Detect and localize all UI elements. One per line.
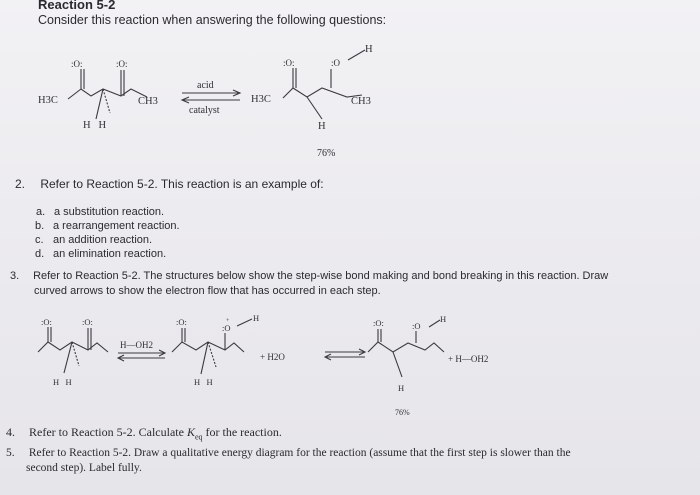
diketone-skeleton (68, 89, 147, 99)
mech-h-labels-2: H H (194, 377, 213, 387)
mech-enol-skeleton (368, 342, 444, 352)
product-h-label: H (318, 121, 326, 132)
question-2-text: Refer to Reaction 5-2. This reaction is an example of: (40, 177, 324, 191)
question-5-continued (26, 461, 142, 475)
option-d (35, 248, 166, 261)
mechanism-scheme (0, 300, 700, 425)
question-2-number: 2. (15, 177, 26, 191)
mech-product-h: H (398, 383, 405, 393)
mech-oxygen-2: :O: (82, 317, 93, 327)
mech-yield-label: 76% (395, 408, 410, 417)
alpha-h-labels: H H (83, 120, 107, 131)
keq-subscript: eq (194, 432, 203, 442)
arrow-label-catalyst: catalyst (189, 105, 220, 116)
mech-oxygen-1: :O: (41, 317, 52, 327)
mech-plus-water: + H2O (260, 352, 285, 362)
option-a-text: a substitution reaction. (54, 206, 165, 218)
mech-enol-oxygen-2: :O (412, 321, 421, 331)
option-b (35, 220, 180, 233)
question-5-line-1: Refer to Reaction 5-2. Draw a qualitative energy diagram for the reaction (assume that the first step is slower than the (28, 447, 571, 459)
option-c (35, 234, 152, 247)
question-5-number: 5. (6, 447, 15, 459)
option-c-letter: c. (35, 234, 44, 246)
option-a-letter: a. (36, 206, 46, 218)
option-b-letter: b. (35, 220, 45, 232)
methyl-label-right: CH3 (138, 96, 158, 107)
mech-h-labels-1: H H (53, 377, 72, 387)
option-d-letter: d. (35, 248, 45, 260)
enol-h-label: H (365, 44, 373, 55)
mech-reagent-label: H—OH2 (120, 340, 153, 350)
question-5 (6, 446, 571, 460)
ch-bond-1 (96, 89, 103, 119)
reaction-scheme (0, 0, 700, 170)
mech-plus-hydronium: + H—OH2 (448, 354, 489, 364)
option-b-text: a rearrangement reaction. (53, 220, 180, 232)
oxygen-1-label: :O: (71, 59, 83, 69)
question-3-line-2: curved arrows to show the electron flow that has occurred in each step. (34, 285, 381, 297)
mech-enol-h-label: H (440, 314, 447, 324)
question-3-continued (34, 284, 381, 298)
arrow-label-acid: acid (197, 80, 214, 91)
option-d-text: an elimination reaction. (53, 248, 167, 260)
question-3 (10, 269, 608, 283)
product-methyl-right: CH3 (351, 96, 371, 107)
ch-bond-2 (103, 89, 110, 113)
mech-int-h-label: H (253, 313, 260, 323)
question-4-text-after: for the reaction. (202, 425, 282, 439)
product-oxygen-2: :O (331, 58, 340, 68)
yield-label: 76% (317, 148, 336, 159)
mech-int-oxygen-1: :O: (176, 317, 187, 327)
oxygen-2-label: :O: (116, 59, 128, 69)
product-oxygen-1: :O: (283, 58, 295, 68)
option-c-text: an addition reaction. (53, 234, 153, 246)
enol-ch-bond (307, 97, 322, 119)
question-2 (15, 177, 324, 191)
question-4 (6, 425, 282, 444)
reaction-title: Reaction 5-2 (38, 0, 116, 12)
question-3-number: 3. (10, 270, 20, 282)
question-4-text-before: Refer to Reaction 5-2. Calculate (29, 425, 187, 439)
question-4-number: 4. (6, 425, 15, 439)
reaction-instructions: Consider this reaction when answering the following questions: (38, 13, 387, 27)
option-a (36, 206, 164, 219)
product-methyl-left: H3C (251, 94, 271, 105)
question-5-line-2: second step). Label fully. (26, 462, 142, 474)
methyl-label-left: H3C (38, 95, 58, 106)
mech-plus-charge: + (226, 318, 230, 324)
keq-symbol: K (186, 425, 195, 439)
mech-enol-oxygen-1: :O: (373, 318, 384, 328)
mech-int-oxygen-2: :O (222, 323, 231, 333)
oh-h-bond (348, 50, 365, 60)
question-3-line-1: Refer to Reaction 5-2. The structures below show the step-wise bond making and bond breaking in this reaction. Draw (33, 270, 609, 282)
